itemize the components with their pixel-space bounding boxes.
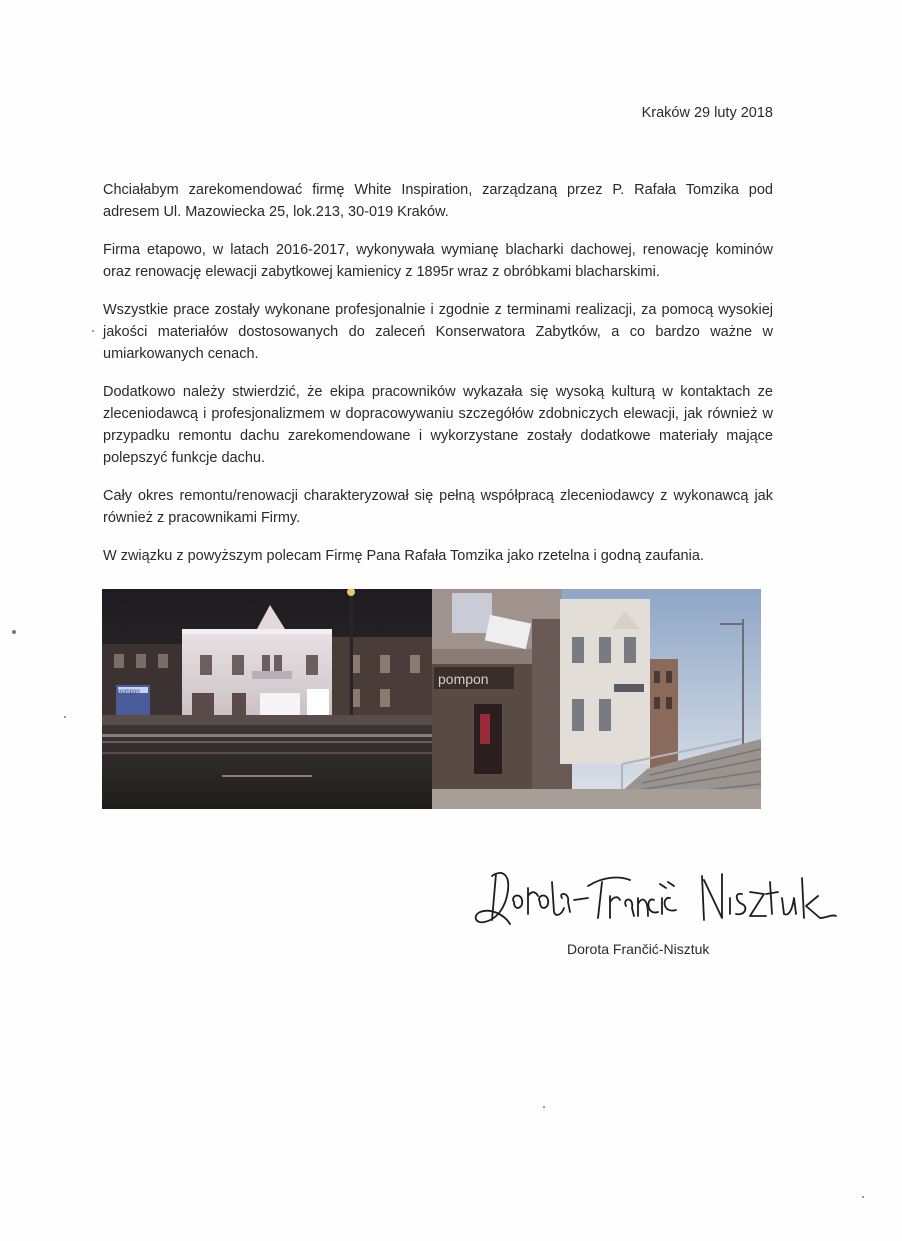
scan-speck: [64, 716, 66, 718]
paragraph-cooperation: Cały okres remontu/renowacji charakteryzował się pełną współpracą zleceniodawcy z wykonawcą jak również z pracownikami Firmy.: [103, 488, 773, 526]
scan-speck: [12, 630, 16, 634]
day-photo: [432, 589, 761, 809]
paragraph-recommendation: Chciałabym zarekomendować firmę White Inspiration, zarządzaną przez P. Rafała Tomzika pod adresem Ul. Mazowiecka 25, lok.213, 30-019 Kraków.: [103, 182, 773, 220]
paragraph-crew: Dodatkowo należy stwierdzić, że ekipa pracowników wykazała się wysoką kulturą w kontaktach ze zleceniodawcą i profesjonalizmem w dopracowywaniu szczegółów zdobniczych elewacji, jak również w przypadku remontu dachu zarekomendowane i wykorzystane zostały dodatkowe materiały mające polepszyć funkcje dachu.: [103, 384, 773, 466]
day-shop-sign: pompon: [438, 671, 489, 687]
signer-name: Dorota Frančić-Nisztuk: [567, 941, 710, 957]
night-photo: [102, 589, 432, 809]
paragraph-quality: Wszystkie prace zostały wykonane profesjonalnie i zgodnie z terminami realizacji, za pomocą wysokiej jakości materiałów dostosowanych do zaleceń Konserwatora Zabytków, a co bardzo ważne w umiarkowanych cenach.: [103, 302, 773, 362]
scan-speck: [862, 1196, 864, 1198]
scan-speck: [543, 1106, 545, 1108]
scan-speck: [92, 330, 94, 332]
paragraph-conclusion: W związku z powyższym polecam Firmę Pana Rafała Tomzika jako rzetelna i godną zaufania.: [103, 548, 704, 564]
letter-body: [103, 179, 773, 583]
letter-date: Kraków 29 luty 2018: [641, 105, 773, 121]
paragraph-scope-of-work: Firma etapowo, w latach 2016-2017, wykonywała wymianę blacharki dachowej, renowację kominów oraz renowację elewacji zabytkowej kamienicy z 1895r wraz z obróbkami blacharskimi.: [103, 242, 773, 280]
handwritten-signature: [470, 862, 840, 937]
building-photos: [102, 589, 761, 809]
night-shop-sign: pompon: [118, 689, 140, 695]
